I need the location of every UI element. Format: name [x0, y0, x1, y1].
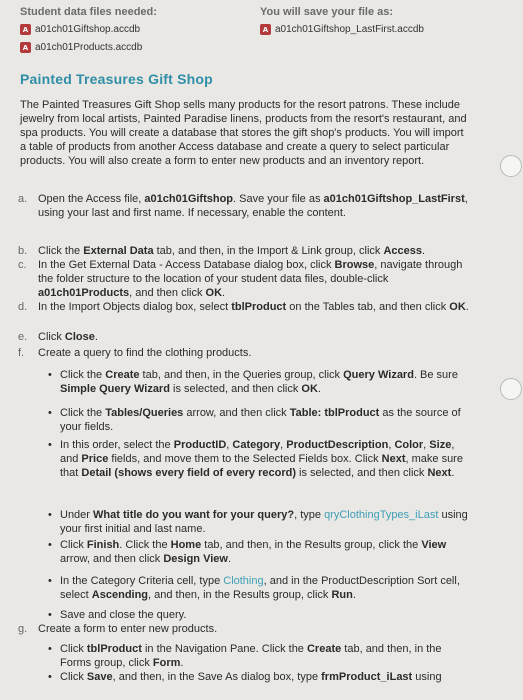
step-text-run: Table: tblProduct	[289, 407, 380, 419]
step-text	[60, 438, 472, 480]
step-text-run: ,	[226, 439, 233, 451]
step-text-run: tblProduct	[86, 643, 142, 655]
step-text-run: on the Tables tab, and then click	[286, 301, 450, 313]
step-text	[38, 244, 480, 258]
step-text-run: .	[465, 301, 469, 313]
step-text-run: as the source of your fields.	[60, 407, 461, 433]
save-as-heading: You will save your file as:	[260, 6, 394, 18]
step-text-run: Create a query to find the clothing products.	[38, 347, 252, 359]
access-file-icon: A	[20, 24, 31, 35]
step-text-run: Open the Access file,	[38, 193, 145, 205]
step-text-run: ProductID	[173, 439, 227, 451]
step-text-run: a01ch01Giftshop	[144, 193, 234, 205]
step-text-run: ProductDescription	[286, 439, 389, 451]
step-text-run: .	[422, 245, 426, 257]
step-text-run: Size	[429, 439, 452, 451]
step-text-run: Create	[105, 369, 140, 381]
step-text-run: Create a form to enter new products.	[38, 623, 218, 635]
step-text-run: Home	[170, 539, 202, 551]
step-text-run: , and then, in the Results group, click	[148, 589, 332, 601]
step-marker: g.	[18, 623, 28, 635]
step-text-run: tab, and then, in the Import & Link group, click	[153, 245, 384, 257]
step-text-run: Ascending	[91, 589, 149, 601]
step-text-run: Click	[60, 643, 87, 655]
bullet: •	[48, 439, 52, 451]
step-text-run: tblProduct	[231, 301, 287, 313]
step-text-run: What title do you want for your query?	[93, 509, 295, 521]
step-text-run: .	[451, 467, 455, 479]
step-text-run: Clothing	[223, 575, 264, 587]
step-text	[60, 508, 472, 536]
step-text-run: Browse	[334, 259, 375, 271]
step-text	[60, 538, 472, 566]
step-text-run: Under	[60, 509, 94, 521]
step-text-run: Tables/Queries	[105, 407, 184, 419]
step-text-run: In the Category Criteria cell, type	[60, 575, 224, 587]
step-text-run: using your first initial and last name.	[60, 509, 468, 535]
step-text-run: External Data	[83, 245, 154, 257]
step-text-run: Create	[306, 643, 342, 655]
step-text-run: .	[227, 553, 232, 565]
step-text-run: Form	[152, 657, 181, 669]
intro-paragraph: The Painted Treasures Gift Shop sells many products for the resort patrons. These include jewelry from local artists, Painted Paradise linens, products from the resort's restaurant, and spa products. You will create a database that stores the gift shop's products. You will import a table of products from another Access database and create a query to select particular products. You will also create a form to enter new products and an inventory report.	[20, 99, 467, 167]
step-text-run: ,	[388, 439, 395, 451]
access-file-icon: A	[260, 24, 271, 35]
step-text-run: Detail (shows every field of every record)	[81, 467, 296, 479]
step-text	[60, 574, 472, 602]
step-text-run: Query Wizard	[343, 369, 414, 381]
bullet: •	[48, 407, 52, 419]
step-marker: b.	[18, 245, 28, 257]
step-text-run: Design View	[163, 553, 228, 565]
bullet: •	[48, 575, 52, 587]
step-text-run: Click	[38, 331, 65, 343]
step-text-run: tab, and then, in the Results group, click the	[201, 539, 422, 551]
step-text	[38, 258, 480, 300]
step-text-run: tab, and then, in the Forms group, click	[60, 643, 442, 669]
bullet: •	[48, 671, 52, 683]
access-file-icon: A	[20, 42, 31, 53]
step-text	[38, 192, 480, 220]
step-text-run: In the Import Objects dialog box, select	[38, 301, 232, 313]
step-text-run: OK	[449, 301, 466, 313]
step-text-run: , and then, in the Save As dialog box, type	[112, 671, 322, 683]
step-text	[38, 346, 480, 360]
step-text	[60, 608, 472, 622]
step-text-run: .	[94, 331, 98, 343]
step-text-run: Access	[383, 245, 423, 257]
step-text-run: .	[352, 589, 356, 601]
step-text-run: Click	[60, 539, 87, 551]
step-text-run: , and in the ProductDescription Sort cell, select	[60, 575, 460, 601]
step-text-run: .	[180, 657, 184, 669]
step-text-run: View	[421, 539, 447, 551]
files-needed-heading: Student data files needed:	[20, 6, 157, 18]
section-title: Painted Treasures Gift Shop	[20, 71, 213, 87]
step-text-run: Simple Query Wizard	[60, 383, 170, 395]
needed-file-2	[20, 42, 142, 53]
step-text-run: Finish	[86, 539, 120, 551]
step-text-run: .	[222, 287, 226, 299]
step-text-run: OK	[205, 287, 223, 299]
step-text-run: In the Get External Data - Access Database dialog box, click	[38, 259, 335, 271]
step-text	[60, 670, 472, 684]
step-text-run: , type	[294, 509, 325, 521]
step-text-run: , and	[60, 439, 455, 465]
needed-file-name: a01ch01Products.accdb	[35, 42, 143, 53]
step-text-run: frmProduct_iLast	[321, 671, 413, 683]
step-text-run: , and then click	[129, 287, 206, 299]
step-text	[38, 330, 480, 344]
bullet: •	[48, 509, 52, 521]
step-marker: a.	[18, 193, 28, 205]
bullet: •	[48, 643, 52, 655]
step-text-run: Click	[60, 671, 87, 683]
step-marker: e.	[18, 331, 28, 343]
step-text-run: . Click the	[119, 539, 171, 551]
step-text-run: a01ch01Products	[38, 287, 130, 299]
step-text-run: Price	[81, 453, 109, 465]
step-text-run: Click the	[38, 245, 84, 257]
step-text-run: ,	[423, 439, 430, 451]
step-text-run: qryClothingTypes_iLast	[324, 509, 439, 521]
step-text	[38, 300, 480, 314]
step-text-run: in the Navigation Pane. Click the	[141, 643, 307, 655]
step-text-run: OK	[301, 383, 318, 395]
step-text-run: Color	[394, 439, 424, 451]
step-marker: d.	[18, 301, 28, 313]
step-text-run: , navigate through the folder structure to the location of your student data files, double-click	[38, 259, 463, 285]
step-text	[60, 406, 472, 434]
needed-file-1	[20, 24, 140, 35]
annotation-circle	[500, 378, 522, 400]
needed-file-name: a01ch01Giftshop.accdb	[35, 24, 141, 35]
step-text-run: Category	[232, 439, 281, 451]
step-text-run: , using your last and first name. If necessary, enable the content.	[38, 193, 468, 219]
step-text	[38, 622, 480, 636]
step-text	[60, 642, 472, 670]
step-text-run: Run	[331, 589, 353, 601]
step-marker: c.	[18, 259, 27, 271]
save-file-name: a01ch01Giftshop_LastFirst.accdb	[275, 24, 424, 35]
bullet: •	[48, 609, 52, 621]
step-text-run: ,	[280, 439, 287, 451]
step-text-run: arrow, and then click	[60, 553, 164, 565]
step-text-run: a01ch01Giftshop_LastFirst	[323, 193, 465, 205]
bullet: •	[48, 369, 52, 381]
step-text-run: Click the	[60, 369, 106, 381]
step-text-run: fields, and move them to the Selected Fields box. Click	[108, 453, 382, 465]
step-text-run: . Save your file as	[233, 193, 324, 205]
step-text-run: Next	[427, 467, 452, 479]
step-text-run: . Be sure	[413, 369, 458, 381]
step-text	[60, 368, 472, 396]
step-text-run: Close	[64, 331, 95, 343]
step-text-run: tab, and then, in the Queries group, click	[139, 369, 344, 381]
step-text-run: , make sure that	[60, 453, 463, 479]
step-text-run: In this order, select the	[60, 439, 174, 451]
step-text-run: arrow, and then click	[183, 407, 290, 419]
step-text-run: .	[317, 383, 321, 395]
step-text-run: Next	[381, 453, 406, 465]
step-text-run: is selected, and then click	[296, 467, 428, 479]
step-marker: f.	[18, 347, 25, 359]
step-text-run: Save	[86, 671, 113, 683]
step-text-run: using	[412, 671, 442, 683]
bullet: •	[48, 539, 52, 551]
step-text-run: Save and close the query.	[60, 609, 187, 621]
step-text-run: Click the	[60, 407, 106, 419]
save-file	[260, 24, 424, 35]
step-text-run: is selected, and then click	[169, 383, 302, 395]
annotation-circle	[500, 155, 522, 177]
